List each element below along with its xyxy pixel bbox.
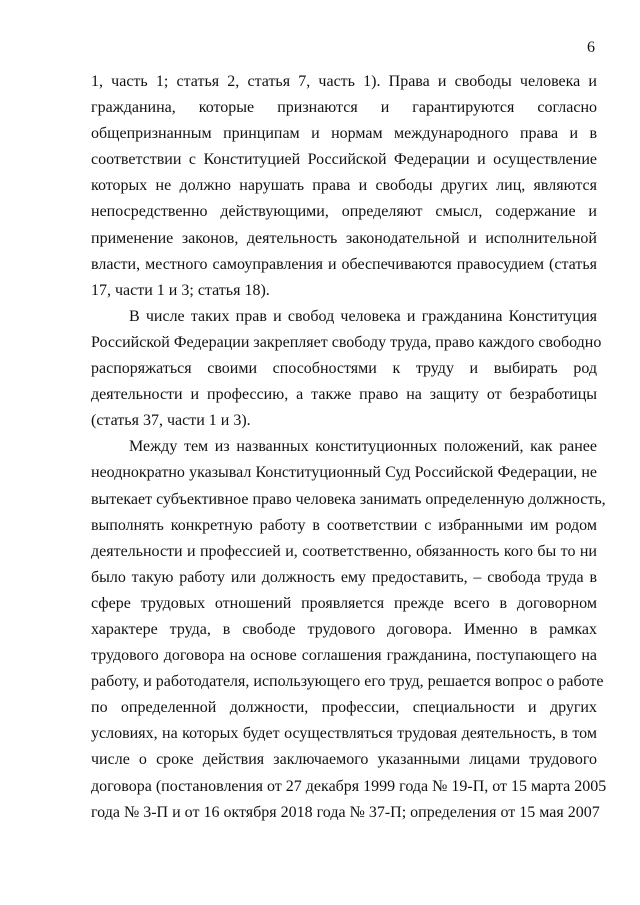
page-number: 6: [587, 39, 595, 56]
paragraph-1: [91, 69, 597, 304]
text-line: распоряжаться своими способностями к труду и выбирать род: [91, 360, 597, 378]
text-line: непосредственно действующими, определяют смысл, содержание и: [91, 203, 597, 221]
text-line: соответствии с Конституцией Российской Федерации и осуществление: [91, 151, 597, 169]
text-line: неоднократно указывал Конституционный Суд Российской Федерации, не: [91, 464, 597, 482]
text-line: сфере трудовых отношений проявляется прежде всего в договорном: [91, 594, 597, 612]
text-line: вытекает субъективное право человека занимать определенную должность,: [91, 490, 606, 508]
text-line: применение законов, деятельность законодательной и исполнительной: [91, 229, 597, 247]
text-line: гражданина, которые признаются и гарантируются согласно: [91, 99, 597, 117]
text-line: Между тем из названных конституционных положений, как ранее: [129, 438, 597, 456]
text-line: выполнять конкретную работу в соответствии с избранными им родом: [91, 516, 597, 534]
text-line: Российской Федерации закрепляет свободу труда, право каждого свободно: [91, 333, 602, 351]
document-body: [91, 69, 607, 826]
text-line: работу, и работодателя, использующего его труд, решается вопрос о работе: [91, 673, 604, 691]
text-line: общепризнанным принципам и нормам международного права и в: [91, 125, 597, 143]
text-line: (статья 37, части 1 и 3).: [91, 412, 251, 430]
text-line: деятельности и профессией и, соответственно, обязанность кого бы то ни: [91, 542, 597, 560]
text-line: власти, местного самоуправления и обеспечиваются правосудием (статья: [91, 255, 597, 273]
paragraph-2: [91, 304, 602, 434]
text-line: трудового договора на основе соглашения гражданина, поступающего на: [91, 647, 597, 665]
text-line: года № 3-П и от 16 октября 2018 года № 37-П; определения от 15 мая 2007: [91, 803, 600, 821]
text-line: числе о сроке действия заключаемого указанными лицами трудового: [91, 751, 597, 769]
text-line: которых не должно нарушать права и свободы других лиц, являются: [91, 177, 597, 195]
text-line: договора (постановления от 27 декабря 1999 года № 19-П, от 15 марта 2005: [91, 777, 607, 795]
text-line: характере труда, в свободе трудового договора. Именно в рамках: [91, 620, 597, 638]
text-line: 17, части 1 и 3; статья 18).: [91, 281, 270, 299]
text-line: по определенной должности, профессии, специальности и других: [91, 699, 597, 717]
text-line: было такую работу или должность ему предоставить, – свобода труда в: [91, 568, 597, 586]
text-line: условиях, на которых будет осуществляться трудовая деятельность, в том: [91, 725, 597, 743]
paragraph-3: [91, 434, 607, 825]
text-line: деятельности и профессию, а также право на защиту от безработицы: [91, 386, 597, 404]
text-line: 1, часть 1; статья 2, статья 7, часть 1). Права и свободы человека и: [91, 73, 597, 90]
text-line: В числе таких прав и свобод человека и гражданина Конституция: [129, 307, 597, 325]
